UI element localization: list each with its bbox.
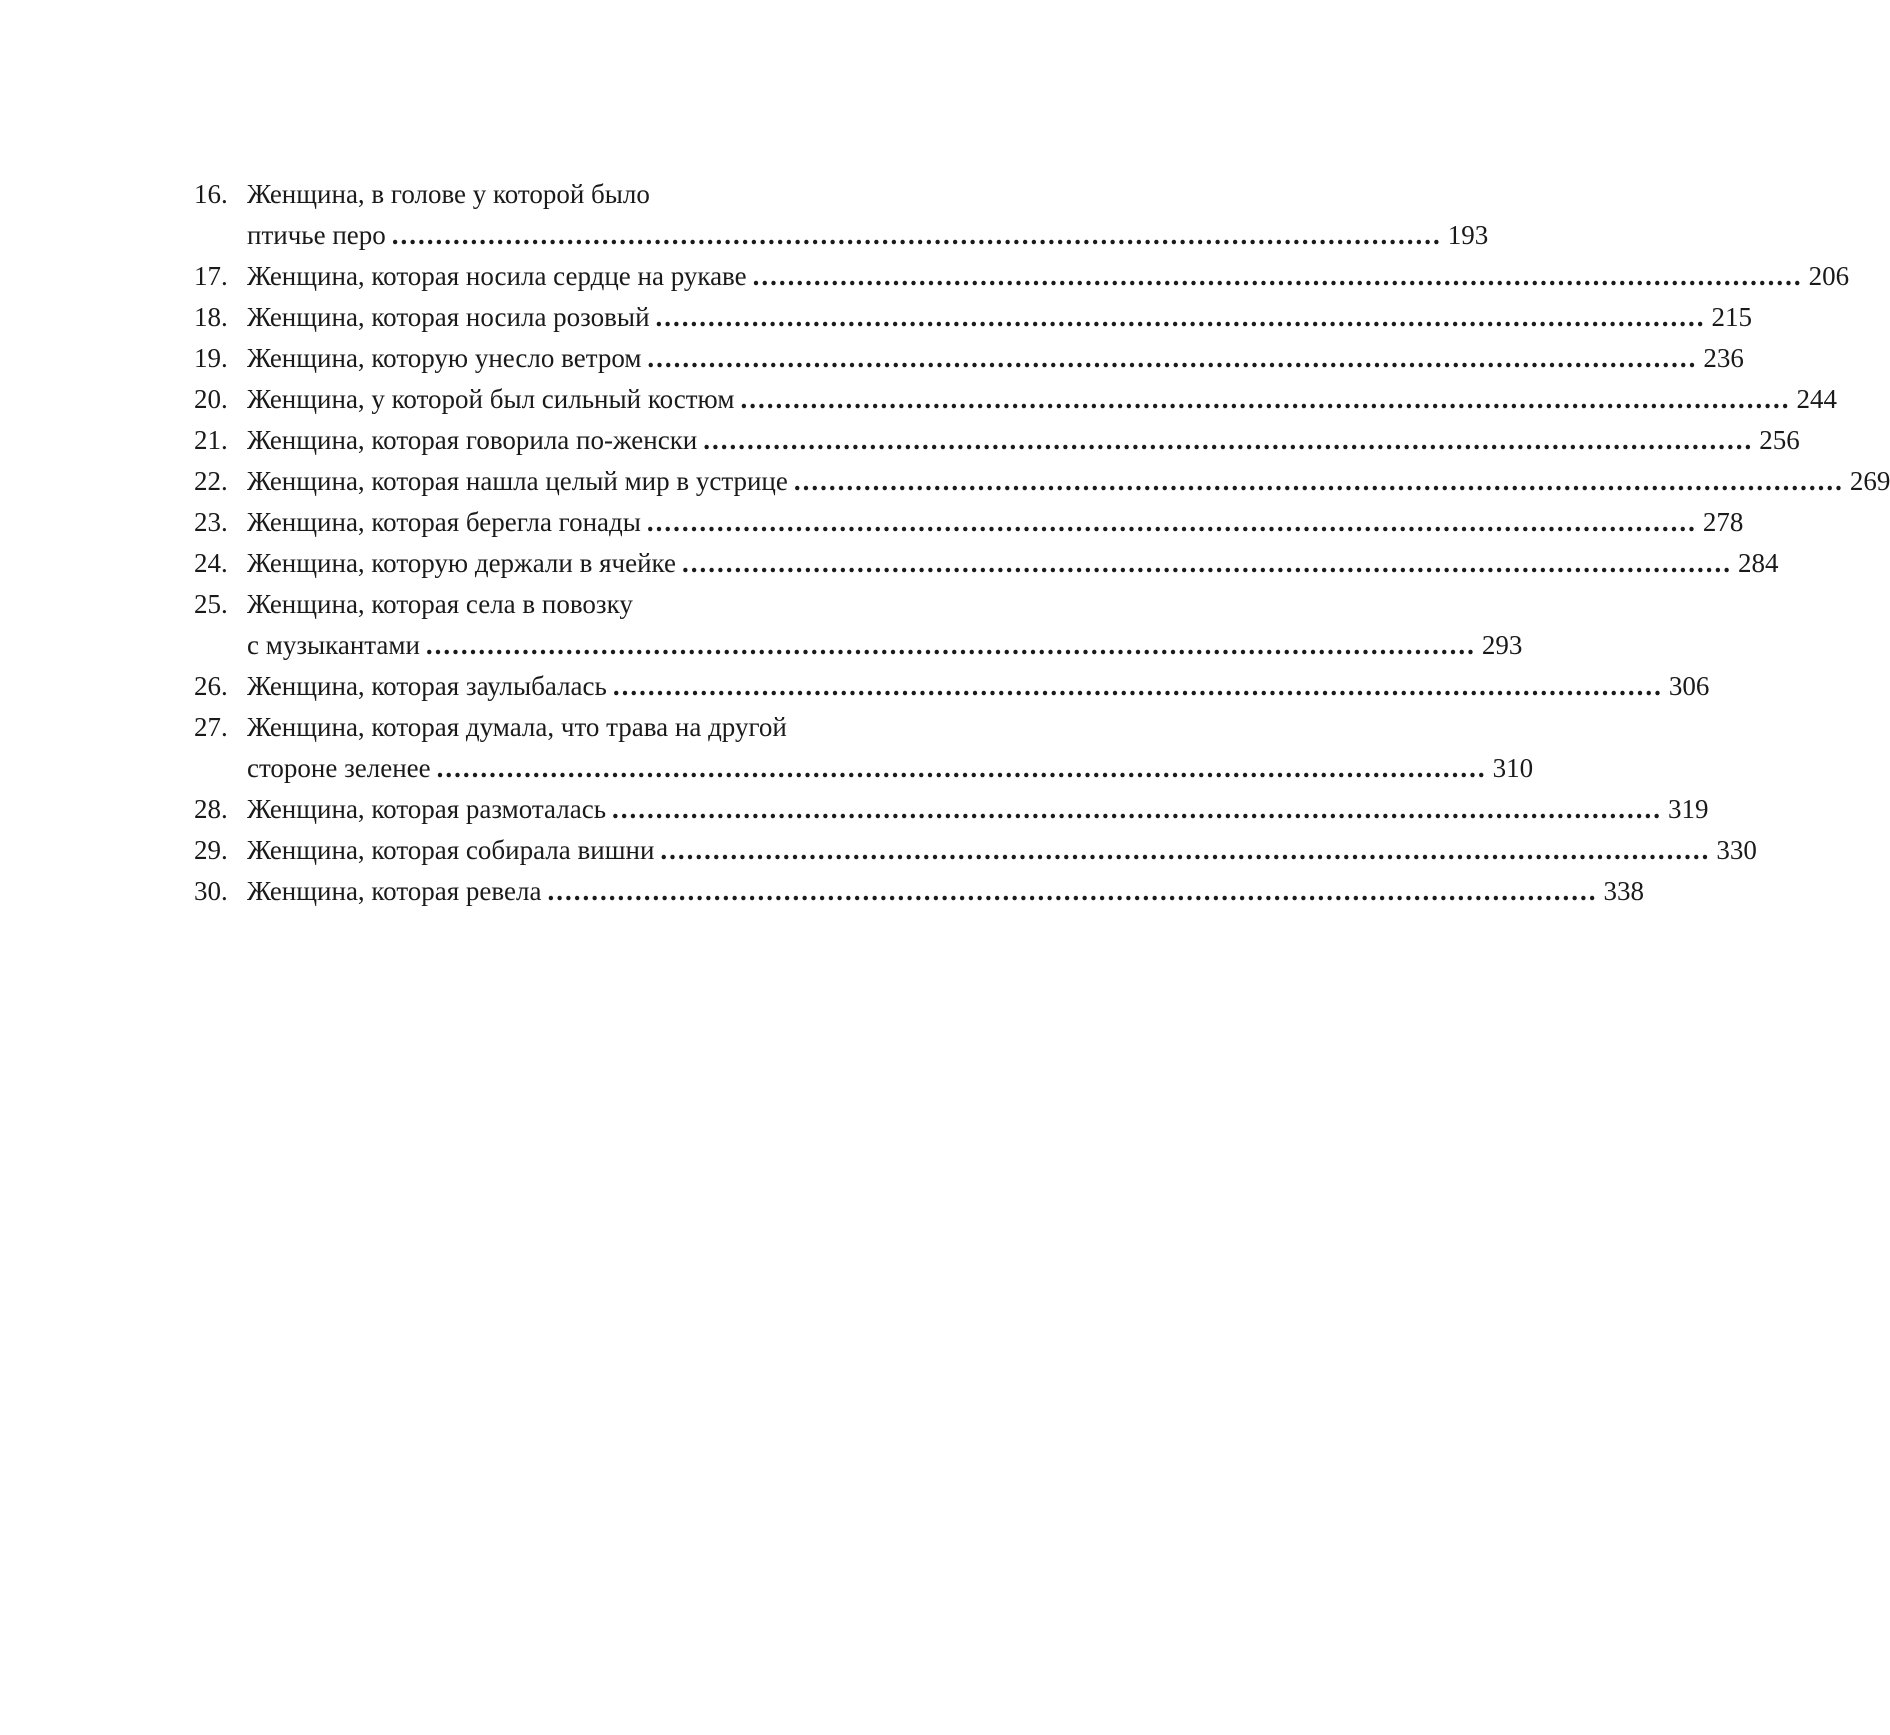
toc-entry-number: 26. (194, 671, 228, 701)
toc-entry-last-line (247, 297, 1753, 338)
toc-entry-page-number: 284 (1737, 548, 1779, 578)
toc-entry-title-line: Женщина, которая села в повозку (247, 589, 633, 619)
toc-entry-last-line (247, 256, 1850, 297)
toc-entry-page-number: 256 (1759, 425, 1800, 455)
toc-entry-title: Женщина, которая размоталась (247, 794, 607, 824)
dot-leader: ........................................................................................................................ (660, 835, 1711, 865)
toc-entry-title: Женщина, которая заулыбалась (247, 671, 607, 701)
toc-entry-number: 25. (194, 589, 228, 619)
toc-entry-number: 24. (194, 548, 228, 578)
toc-entry (194, 297, 1753, 338)
toc-entry-body (247, 543, 1779, 584)
toc-entry-body (247, 420, 1800, 461)
toc-entry-last-line (247, 871, 1644, 912)
toc-entry (194, 543, 1779, 584)
toc-entry-body (247, 379, 1837, 420)
toc-entry-title: Женщина, которая берегла гонады (247, 507, 641, 537)
dot-leader: ........................................................................................................................ (681, 548, 1732, 578)
toc-entry-number: 21. (194, 425, 228, 455)
toc-entry-last-line (247, 666, 1710, 707)
toc-entry-number: 28. (194, 794, 228, 824)
dot-leader: ........................................................................................................................ (547, 876, 1598, 906)
toc-entry-number: 18. (194, 302, 228, 332)
toc-entry-last-line (247, 789, 1709, 830)
toc-entry-number: 20. (194, 384, 228, 414)
toc-entry (194, 502, 1744, 543)
toc-entry (194, 666, 1710, 707)
toc-entry-title: птичье перо (247, 220, 386, 250)
toc-entry-body (247, 461, 1890, 502)
toc-entry-last-line (247, 502, 1744, 543)
toc-entry-number: 22. (194, 466, 228, 496)
toc-entry-last-line (247, 748, 1534, 789)
toc-entry (194, 338, 1744, 379)
toc-entry-last-line (247, 215, 1489, 256)
dot-leader: ........................................................................................................................ (740, 384, 1791, 414)
toc-entry (194, 420, 1800, 461)
toc-entry-body (247, 871, 1644, 912)
dot-leader: ........................................................................................................................ (647, 343, 1698, 373)
toc-entry (194, 789, 1709, 830)
dot-leader: ........................................................................................................................ (436, 753, 1487, 783)
toc-entry-last-line (247, 420, 1800, 461)
toc-entry-body (247, 789, 1709, 830)
toc-entry-number: 27. (194, 712, 228, 742)
dot-leader: ........................................................................................................................ (391, 220, 1442, 250)
toc-entry-page-number: 215 (1711, 302, 1753, 332)
toc-entry-body (247, 174, 1489, 256)
toc-entry-title: Женщина, которая нашла целый мир в устрице (247, 466, 788, 496)
toc-entry-last-line (247, 543, 1779, 584)
dot-leader: ........................................................................................................................ (612, 671, 1663, 701)
toc-entry-page-number: 293 (1481, 630, 1523, 660)
toc-entry-number: 29. (194, 835, 228, 865)
toc-entry-number: 19. (194, 343, 228, 373)
toc-entry-number: 23. (194, 507, 228, 537)
toc-entry-page-number: 193 (1447, 220, 1489, 250)
toc-entry-title-line: Женщина, в голове у которой было (247, 179, 650, 209)
dot-leader: ........................................................................................................................ (655, 302, 1706, 332)
toc-entry (194, 174, 1489, 256)
toc-entry-title: Женщина, которая говорила по-женски (247, 425, 698, 455)
toc-entry-page-number: 236 (1703, 343, 1744, 373)
toc-entry-page-number: 206 (1808, 261, 1850, 291)
toc-entry-body (247, 584, 1523, 666)
toc-entry-page-number: 244 (1796, 384, 1837, 414)
toc-entry-title: Женщина, которая ревела (247, 876, 542, 906)
toc-entry-body (247, 297, 1753, 338)
dot-leader: ........................................................................................................................ (612, 794, 1663, 824)
toc-entry-last-line (247, 830, 1757, 871)
toc-entry-title: Женщина, которая носила сердце на рукаве (247, 261, 747, 291)
toc-entry (194, 830, 1757, 871)
toc-entry-body (247, 256, 1850, 297)
toc-entry-number: 17. (194, 261, 228, 291)
dot-leader: ........................................................................................................................ (703, 425, 1754, 455)
toc-entry-title: стороне зеленее (247, 753, 431, 783)
toc-entry (194, 707, 1534, 789)
toc-entry-page-number: 278 (1702, 507, 1744, 537)
toc-entry-page-number: 338 (1603, 876, 1644, 906)
toc-entry-title: Женщина, которая собирала вишни (247, 835, 655, 865)
toc-entry-number: 16. (194, 179, 228, 209)
toc-entry-number: 30. (194, 876, 228, 906)
toc-entry-title-line: Женщина, которая думала, что трава на другой (247, 712, 787, 742)
toc-entry (194, 379, 1837, 420)
toc-entry-title: Женщина, которую унесло ветром (247, 343, 642, 373)
toc-entry-last-line (247, 461, 1890, 502)
toc-entry-page-number: 306 (1668, 671, 1710, 701)
toc-entry (194, 461, 1890, 502)
toc-entry-last-line (247, 625, 1523, 666)
toc-entry-page-number: 319 (1668, 794, 1709, 824)
toc-entry-title: с музыкантами (247, 630, 420, 660)
toc-entry (194, 256, 1850, 297)
toc-entry-title: Женщина, которую держали в ячейке (247, 548, 676, 578)
toc-entry-body (247, 502, 1744, 543)
toc-entry-page-number: 269 (1849, 466, 1890, 496)
toc-entry (194, 871, 1644, 912)
toc-entry (194, 584, 1523, 666)
toc-entry-body (247, 666, 1710, 707)
toc-entry-body (247, 707, 1534, 789)
toc-entry-page-number: 330 (1716, 835, 1757, 865)
toc-entry-title: Женщина, которая носила розовый (247, 302, 650, 332)
toc-entry-page-number: 310 (1492, 753, 1534, 783)
dot-leader: ........................................................................................................................ (752, 261, 1803, 291)
dot-leader: ........................................................................................................................ (646, 507, 1697, 537)
toc-entry-last-line (247, 379, 1837, 420)
toc-entry-body (247, 830, 1757, 871)
dot-leader: ........................................................................................................................ (425, 630, 1476, 660)
table-of-contents (194, 174, 1890, 912)
toc-entry-body (247, 338, 1744, 379)
toc-entry-title: Женщина, у которой был сильный костюм (247, 384, 735, 414)
dot-leader: ........................................................................................................................ (793, 466, 1844, 496)
toc-entry-last-line (247, 338, 1744, 379)
